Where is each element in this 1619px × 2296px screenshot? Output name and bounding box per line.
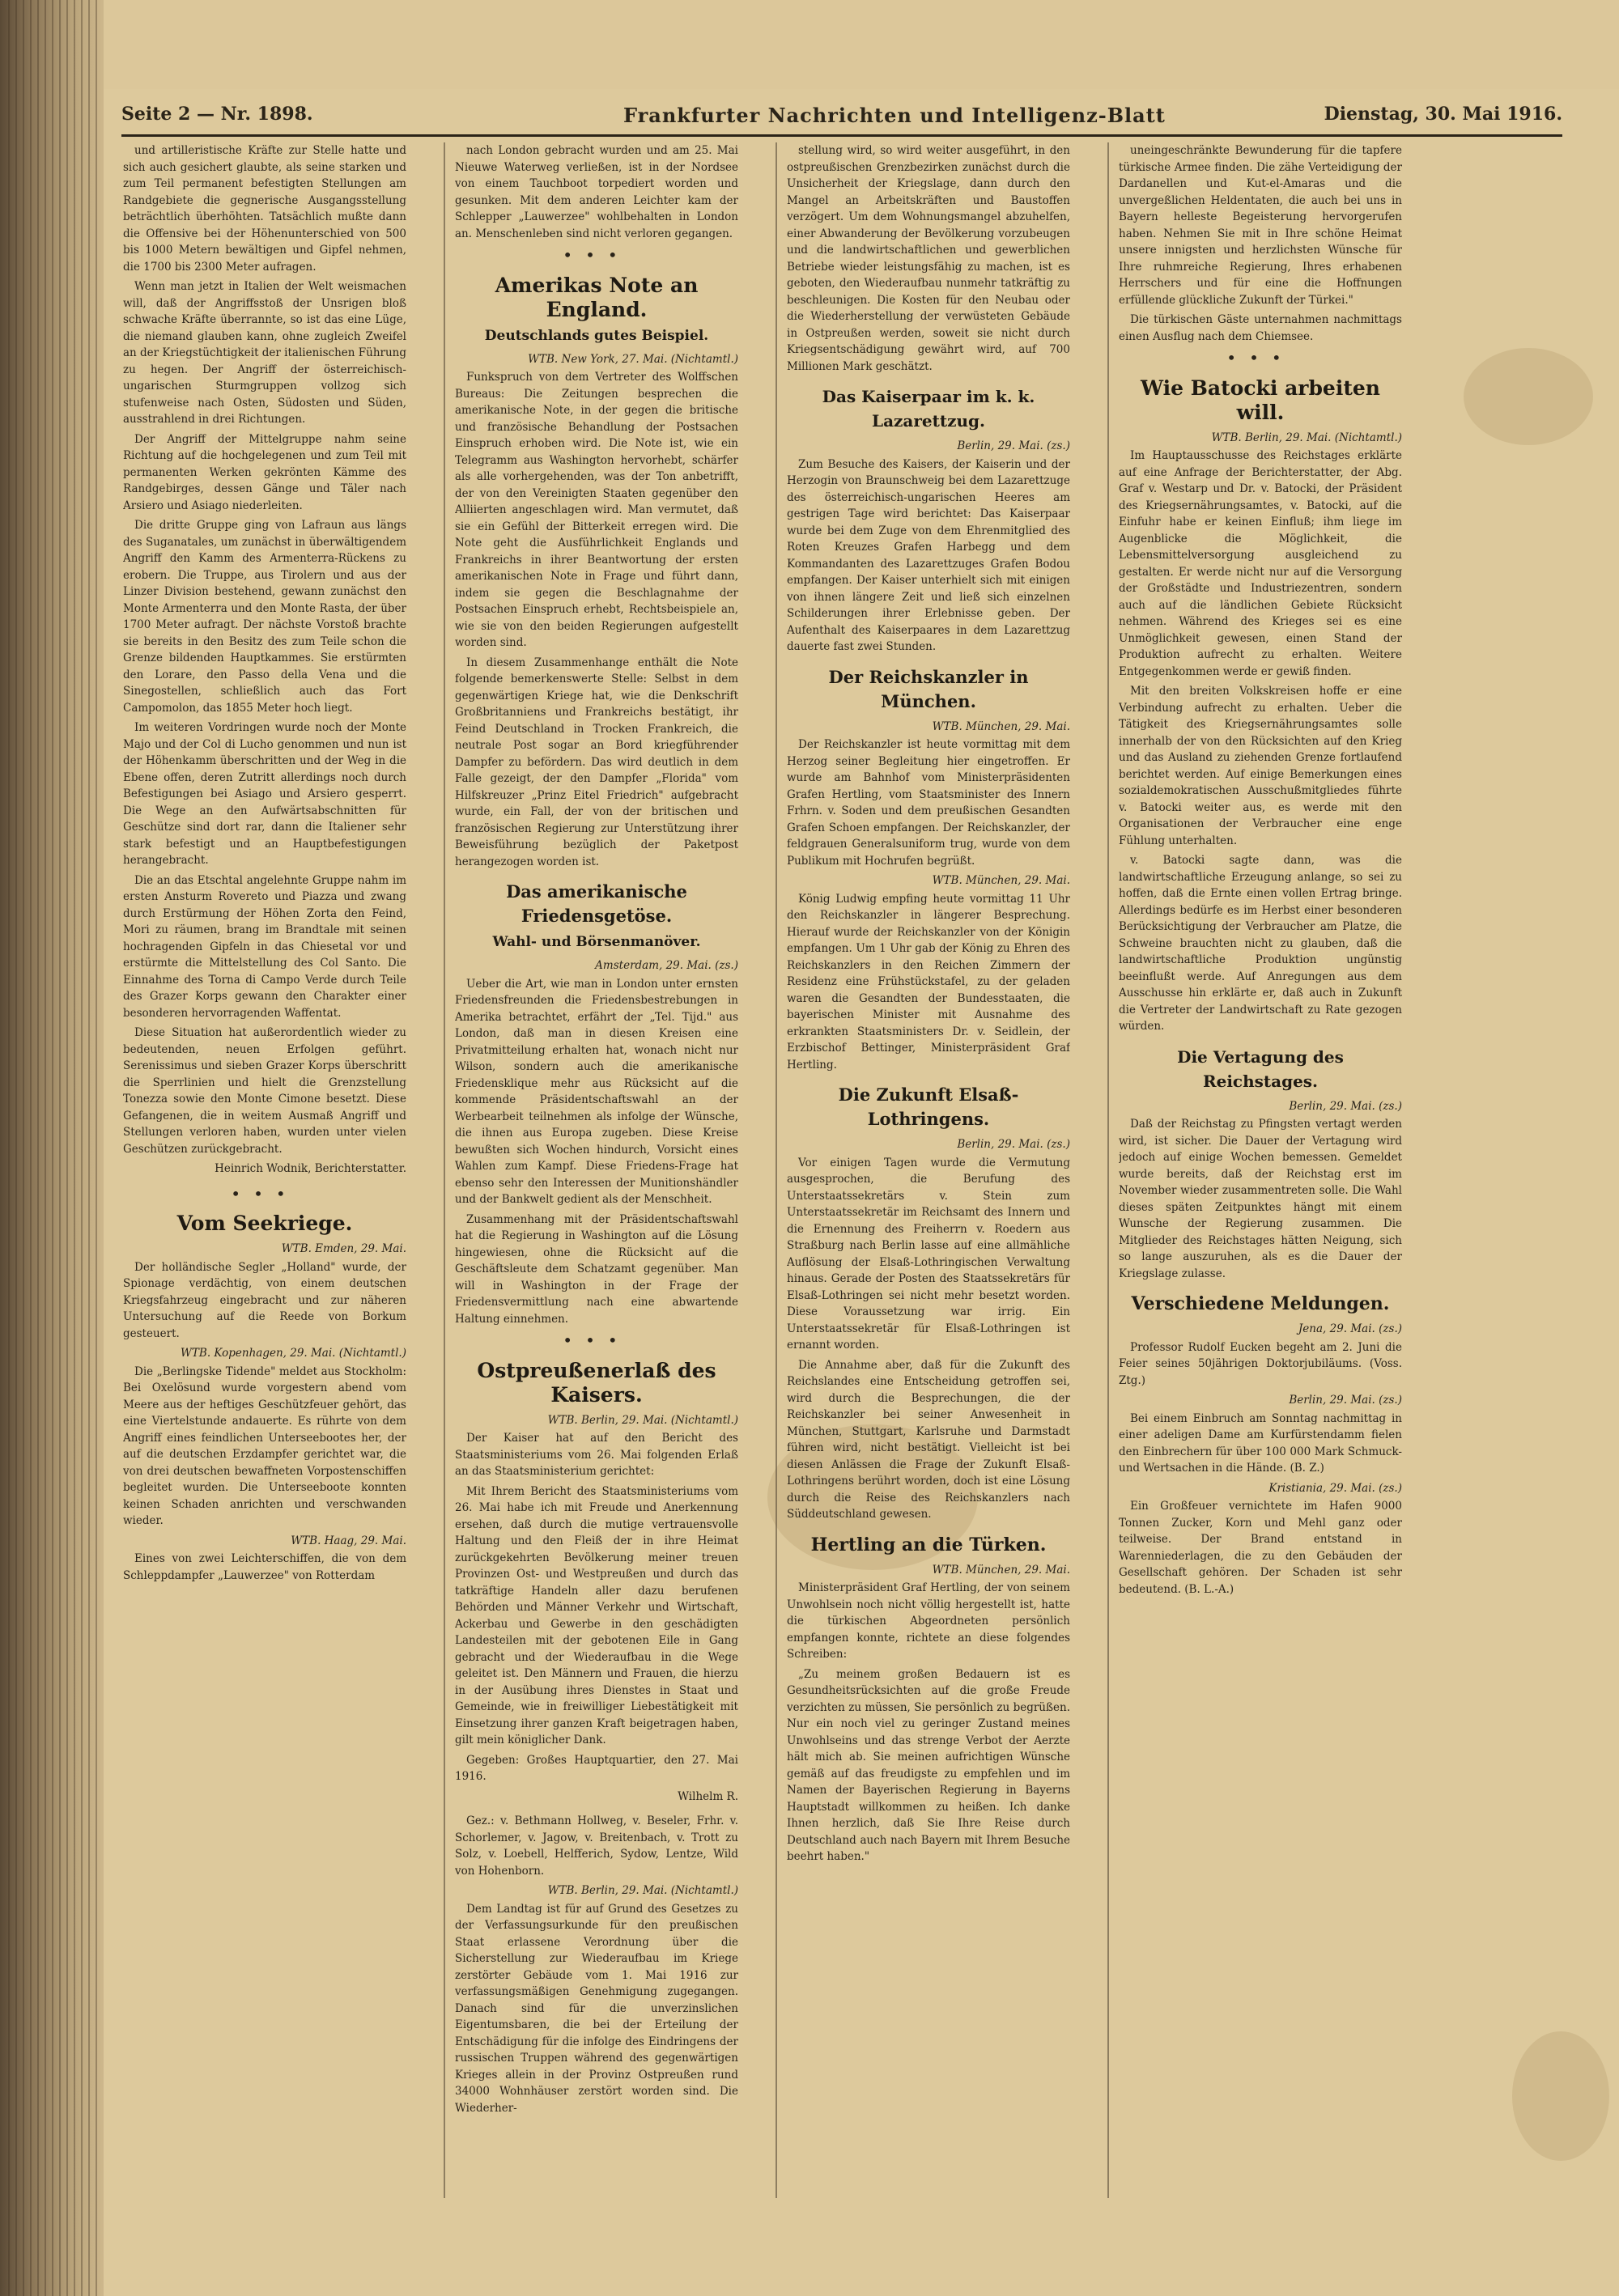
article-paragraph: Mit Ihrem Bericht des Staatsministeriums vom 26. Mai habe ich mit Freude und Anerkennung ersehen, daß durch die mutige vertrauensvolle Haltung und den Fleiß der in ihre Heimat zurückgekehrten Bevölkerung meiner treuen Provinzen Ost- und Westpreußen und durch das tatkräftige Handeln aller dazu berufenen Behörden und Männer Verkehr und Wirtschaft, Ackerbau und Gewerbe in den geschädigten Landesteilen mit der gebotenen Eile in Gang gebracht und der Wiederaufbau in die Wege geleitet ist. Den Männern und Frauen, die hierzu in der Ausübung ihres Dienstes in Staat und Gemeinde, wie in freiwilliger Liebestätigkeit mit Einsetzung ihrer ganzen Kraft beigetragen haben, gilt mein königlicher Dank. bbox=[455, 1484, 738, 1746]
dateline: Berlin, 29. Mai. (zs.) bbox=[957, 1138, 1070, 1151]
section-divider: ••• bbox=[1226, 348, 1294, 367]
signature: Wilhelm R. bbox=[678, 1789, 738, 1803]
dateline: WTB. Berlin, 29. Mai. (Nichtamtl.) bbox=[1211, 431, 1402, 444]
headline-seekriege: Vom Seekriege. bbox=[176, 1212, 353, 1235]
section-divider: ••• bbox=[563, 1330, 631, 1350]
article-paragraph: Wenn man jetzt in Italien der Welt weismachen will, daß der Angriffsstoß der Unsrigen bloß schwache Kräfte überrannte, so ist das eine Lüge, die niemand glauben kann, ohne zugleich Zweifel an der Kriegstüchtigkeit der italienischen Führung zu hegen. Der Angriff der österreichisch-ungarischen Sturmgruppen vollzog sich stufenweise nach Osten, Südosten und Süden, ausstrahlend in drei Richtungen. bbox=[123, 280, 406, 426]
page-header bbox=[121, 104, 1562, 133]
headline-reichskanzler: Der Reichskanzler in München. bbox=[828, 666, 1029, 711]
headline-hertling: Hertling an die Türken. bbox=[810, 1534, 1047, 1555]
dateline: WTB. Emden, 29. Mai. bbox=[281, 1242, 406, 1255]
headline-elsass-lothringen: Die Zukunft Elsaß-Lothringens. bbox=[838, 1084, 1019, 1129]
headline-ostpreussenerlass: Ostpreußenerlaß des Kaisers. bbox=[477, 1358, 716, 1407]
article-paragraph: Die an das Etschtal angelehnte Gruppe nahm im ersten Ansturm Rovereto und Piazza und zwang durch Erstürmung der Höhen Zorta den Feind, Mori zu räumen, brang im Brandtale mit seinen hochragenden Gipfeln in das Chiesetal vor und erstürmte die Mittelstellung des Col Santo. Die Einnahme des Torna di Campo Verde durch Teile des Grazer Korps gewann den Charakter einer besonderen hervorragenden Waffentat. bbox=[123, 873, 406, 1020]
article-paragraph: Professor Rudolf Eucken begeht am 2. Juni die Feier seines 50jährigen Doktorjubiläums. (Voss. Ztg.) bbox=[1119, 1340, 1402, 1387]
subheadline: Deutschlands gutes Beispiel. bbox=[484, 327, 709, 344]
article-paragraph: Ein Großfeuer vernichtete im Hafen 9000 Tonnen Zucker, Korn und Mehl ganz oder teilweise. Der Brand entstand in Warenniederlagen, die zu den Gebäuden der Gesellschaft gehören. Der Schaden ist sehr bedeutend. (B. L.-A.) bbox=[1119, 1500, 1402, 1596]
dateline: Amsterdam, 29. Mai. (zs.) bbox=[595, 959, 738, 972]
article-paragraph: Dem Landtag ist für auf Grund des Gesetzes zu der Verfassungsurkunde für den preußischen Staat erlassene Verordnung über die Sicherstellung zur Wiederaufbau im Kriege zerstörter Gebäude vom 1. Mai 1916 zur verfassungsmäßigen Genehmigung zugegangen. Danach sind für die unverzinslichen Eigentumsbaren, die bei der Erteilung der Entschädigung für die infolge des Eindringens der russischen Truppen während des gegenwärtigen Krieges allein in der Provinz Ostpreußen rund 34000 Wohnhäuser zerstört worden sind. Die Wiederher- bbox=[455, 1902, 738, 2115]
dateline: WTB. Kopenhagen, 29. Mai. (Nichtamtl.) bbox=[181, 1347, 406, 1360]
article-paragraph: Der Kaiser hat auf den Bericht des Staatsministeriums vom 26. Mai folgenden Erlaß an das Staatsministerium gerichtet: bbox=[455, 1432, 738, 1478]
article-paragraph: Die „Berlingske Tidende" meldet aus Stockholm: Bei Oxelösund wurde vorgestern abend vom Meere aus der heftiges Geschützfeuer gehört, das eine Viertelstunde andauerte. Es rührte von dem Angriff eines feindlichen Unterseebootes her, der auf die deutschen Erzdampfer gerichtet war, die von drei deutschen bewaffneten Vorpostenschiffen begleitet wurden. Die Unterseeboote konnten keinen Schaden anrichten und verschwanden wieder. bbox=[123, 1364, 406, 1527]
page-number: Seite 2 — Nr. 1898. bbox=[121, 104, 313, 125]
article-paragraph: Zusammenhang mit der Präsidentschaftswahl hat die Regierung in Washington auf die Lösung hingewiesen, ohne die Rücksicht auf die Geschäftsleute dem Schatzamt gegenüber. Man will in Washington in der Frage der Friedensvermittlung nach eine abwartende Haltung einnehmen. bbox=[455, 1212, 738, 1326]
dateline: WTB. New York, 27. Mai. (Nichtamtl.) bbox=[528, 352, 738, 366]
dateline: Berlin, 29. Mai. (zs.) bbox=[1289, 1394, 1402, 1407]
dateline: WTB. München, 29. Mai. bbox=[932, 1563, 1070, 1577]
column-rule bbox=[776, 142, 777, 2198]
dateline: WTB. München, 29. Mai. bbox=[932, 719, 1070, 733]
article-paragraph: stellung wird, so wird weiter ausgeführt, in den ostpreußischen Grenzbezirken zunächst durch die Unsicherheit der Kriegslage, dann durch den Mangel an Arbeitskräften und Baustoffen verzögert. Um dem Wohnungsmangel abzuhelfen, einer Abwanderung der Bevölkerung vorzubeugen und die landwirtschaftlichen und gewerblichen Betriebe wieder leistungsfähig zu machen, ist es geboten, den Wiederaufbau nunmehr tatkräftig zu beschleunigen. Die Kosten für den Neubau oder die Wiederherstellung der verwüsteten Gebäude in Ostpreußen werden, soweit sie nicht durch Kriegsentschädigung gewährt wird, auf 700 Millionen Mark geschätzt. bbox=[787, 144, 1070, 373]
article-paragraph: Eines von zwei Leichterschiffen, die von dem Schleppdampfer „Lauwerzee" von Rotterdam bbox=[123, 1552, 406, 1582]
article-paragraph: v. Batocki sagte dann, was die landwirtschaftliche Erzeugung anlange, so sei zu hoffen, daß die Ernte einen vollen Ertrag bringe. Allerdings bedürfe es im Herbst einer besonderen Berücksichtigung der Verbraucher am Platze, die Schweine brauchten nicht zu glauben, daß die landwirtschaftliche Produktion ungünstig beeinflußt werde. Auf Anregungen aus dem Ausschusse hin erklärte er, daß auch in Zukunft die Vertreter der Landwirtschaft zu Rate gezogen würden. bbox=[1119, 854, 1402, 1033]
article-paragraph: Mit den breiten Volkskreisen hoffe er eine Verbindung aufrecht zu erhalten. Ueber die Tätigkeit des Kriegsernährungsamtes solle innerhalb der von den Rücksichten auf den Krieg und das Ausland zu ziehenden Grenze fortlaufend berichtet werden. Auf einige Bemerkungen eines sozialdemokratischen Ausschußmitgliedes führte v. Batocki weiter aus, es werde mit den Organisationen der Verbraucher eine enge Fühlung unterhalten. bbox=[1119, 685, 1402, 847]
newspaper-title: Frankfurter Nachrichten und Intelligenz-Blatt bbox=[623, 104, 1166, 127]
article-paragraph: Die Annahme aber, daß für die Zukunft des Reichslandes eine Entscheidung getroffen sei, wird durch die Besprechungen, die der Reichskanzler bei seiner Anwesenheit in München, Stuttgart, Karlsruhe und Darmstadt führen wird, nicht bestätigt. Vielleicht ist bei diesen Anlässen die Frage der Zukunft Elsaß-Lothringens berührt worden, doch ist eine Lösung durch die Reise des Reichskanzlers nach Süddeutschland gewesen. bbox=[787, 1358, 1070, 1521]
article-paragraph: Im Hauptausschusse des Reichstages erklärte auf eine Anfrage der Berichterstatter, der Abg. Graf v. Westarp und Dr. v. Batocki, der Präsident des Kriegsernährungsamtes, v. Batocki, auf die Einfuhr habe er keinen Einfluß; ihm liege im Augenblicke die Möglichkeit, die Lebensmittelversorgung ausgleichend zu gestalten. Er werde nicht nur auf die Versorgung der Großstädte und Industriezentren, sondern auch auf die ländlichen Gebiete Rücksicht nehmen. Während des Krieges sei es eine Unmöglichkeit gewesen, einen Stand der Produktion aufrecht zu erhalten. Weitere Entgegenkommen werde er gewiß finden. bbox=[1119, 449, 1402, 678]
headline-meldungen: Verschiedene Meldungen. bbox=[1131, 1293, 1390, 1314]
dateline: Jena, 29. Mai. (zs.) bbox=[1298, 1322, 1402, 1335]
headline-friedensgetoese: Das amerikanische Friedensgetöse. bbox=[506, 881, 687, 926]
headline-kaiserpaar: Das Kaiserpaar im k. k. Lazarettzug. bbox=[822, 387, 1035, 431]
article-paragraph: Diese Situation hat außerordentlich wieder zu bedeutenden, neuen Erfolgen geführt. Serenissimus und sieben Grazer Korps überschritt die Sperrlinien und hielt die Grenzstellung Tonezza sowie den Monte Cimone besetzt. Diese Gefangenen, die in weitem Ausmaß Angriff und Stellungen verloren haben, wurden unter vielen Geschützen zurückgebracht. bbox=[123, 1026, 406, 1156]
article-paragraph: Daß der Reichstag zu Pfingsten vertagt werden wird, ist sicher. Die Dauer der Vertagung wird jedoch auf einige Wochen bemessen. Gemeldet wurde bereits, daß der Reichstag erst im November wieder zusammentreten solle. Die Wahl dieses späten Zeitpunktes hängt mit einem Wunsche der Regierung zusammen. Die Mitglieder des Reichstages hätten Neigung, sich so lange auszuruhen, als es die Dauer der Kriegslage zulasse. bbox=[1119, 1118, 1402, 1280]
dateline: Berlin, 29. Mai. (zs.) bbox=[1289, 1099, 1402, 1113]
column-1 bbox=[123, 142, 406, 2214]
dateline: Kristiania, 29. Mai. (zs.) bbox=[1268, 1481, 1402, 1495]
issue-date: Dienstag, 30. Mai 1916. bbox=[1324, 104, 1562, 125]
article-paragraph: Die dritte Gruppe ging von Lafraun aus längs des Suganatales, um zunächst in überwältigendem Angriff den Kamm des Armenterra-Rückens zu erobern. Die Truppe, aus Tirolern und aus der Linzer Division bestehend, gewann zunächst den Monte Armenterra und den Monte Rasta, der über 1700 Meter aufragt. Der nächste Vorstoß brachte sie bereits in den Besitz des zum Teile schon die Grenze bildenden Hauptkammes. Sie erstürmten den Lorare, den Passo della Vena und die Sinegostellen, schließlich auch das Fort Campomolon, das 1855 Meter hoch liegt. bbox=[123, 519, 406, 715]
article-paragraph: Gez.: v. Bethmann Hollweg, v. Beseler, Frhr. v. Schorlemer, v. Jagow, v. Breitenbach, v. Trott zu Solz, v. Loebell, Helfferich, Sydow, Lentze, Wild von Hohenborn. bbox=[455, 1814, 738, 1878]
book-binding bbox=[0, 0, 104, 2296]
article-paragraph: Der Angriff der Mittelgruppe nahm seine Richtung auf die hochgelegenen und zum Teil mit permanenten Werken gekrönten Kämme des Randgebirges, dessen Gänge und Täler nach Arsiero und Asiago niederleiten. bbox=[123, 432, 406, 512]
dateline: WTB. Haag, 29. Mai. bbox=[291, 1534, 406, 1547]
article-paragraph: Der Reichskanzler ist heute vormittag mit dem Herzog seiner Begleitung hier eingetroffen. Er wurde am Bahnhof vom Ministerpräsidenten Grafen Hertling, vom Staatsminister des Innern Frhrn. v. Soden und dem preußischen Gesandten Grafen Schoen empfangen. Der Reichskanzler, der feldgrauen Generalsuniform trug, wurde von dem Publikum mit Hochrufen begrüßt. bbox=[787, 738, 1070, 868]
column-2 bbox=[455, 142, 738, 2214]
article-paragraph: uneingeschränkte Bewunderung für die tapfere türkische Armee finden. Die zähe Verteidigung der Dardanellen und Kut-el-Amaras und die unvergeßlichen Heldentaten, die auch bei uns in Bayern helleste Begeisterung hervorgerufen haben. Nehmen Sie mit in Ihre schöne Heimat unsere innigsten und herzlichsten Wünsche für Ihre ruhmreiche Regierung, Ihres erhabenen Herrschers und für eine die Hoffnungen erfüllende glückliche Zukunft der Türkei." bbox=[1119, 144, 1402, 307]
dateline: Berlin, 29. Mai. (zs.) bbox=[957, 439, 1070, 452]
dateline: WTB. München, 29. Mai. bbox=[932, 874, 1070, 887]
headline-vertagung: Die Vertagung des Reichstages. bbox=[1177, 1046, 1344, 1091]
column-rule bbox=[1107, 142, 1109, 2198]
section-divider: ••• bbox=[231, 1183, 299, 1203]
dateline: WTB. Berlin, 29. Mai. (Nichtamtl.) bbox=[547, 1413, 738, 1427]
article-paragraph: und artilleristische Kräfte zur Stelle hatte und sich auch gesichert glaubte, als seine starken und zum Teil permanent befestigten Stellungen am Randgebiete die gegnerische Ausgangsstellung beträchtlich überhöhten. Tatsächlich mußte dann die Offensive bei der Höhenunterschied von 500 bis 1000 Metern bewältigen und Gipfel nehmen, die 1700 bis 2300 Meter aufragen. bbox=[123, 144, 406, 274]
article-paragraph: König Ludwig empfing heute vormittag 11 Uhr den Reichskanzler in längerer Besprechung. Hierauf wurde der Reichskanzler von der Königin empfangen. Um 1 Uhr gab der König zu Ehren des Reichskanzlers in den Reichen Zimmern der Residenz eine Frühstückstafel, zu der geladen waren die Gesandten der Bundesstaaten, die bayerischen Minister mit Ausnahme des erkrankten Staatsministers Dr. v. Seidlein, der Erzbischof Bettinger, Ministerpräsident Graf Hertling. bbox=[787, 892, 1070, 1072]
article-paragraph: Bei einem Einbruch am Sonntag nachmittag in einer adeligen Dame am Kurfürstendamm fielen den Einbrechern für über 100 000 Mark Schmuck- und Wertsachen in die Hände. (B. Z.) bbox=[1119, 1411, 1402, 1475]
column-rule bbox=[444, 142, 445, 2198]
subheadline: Wahl- und Börsenmanöver. bbox=[492, 934, 701, 950]
article-paragraph: In diesem Zusammenhange enthält die Note folgende bemerkenswerte Stelle: Selbst in dem gegenwärtigen Kriege hat, wie die Denkschrift Großbritanniens und Frankreichs bestätigt, ihr Feind Deutschland in Trocken Frankreich, die neutrale Post sogar an Bord kriegführender Dampfer zu befördern. Das wird deutlich in dem Falle gezeigt, der den Dampfer „Florida" vom Hilfskreuzer „Prinz Eitel Friedrich" aufgebracht wurde, ein Fall, der von der britischen und französischen Regierung zur Unterstützung ihrer Beweisführung bezüglich der Paketpost herangezogen worden ist. bbox=[455, 656, 738, 868]
headline-batocki: Wie Batocki arbeiten will. bbox=[1141, 376, 1380, 424]
section-divider: ••• bbox=[563, 245, 631, 265]
column-4 bbox=[1119, 142, 1402, 2214]
header-rule bbox=[121, 134, 1562, 137]
article-paragraph: Funkspruch von dem Vertreter des Wolffschen Bureaus: Die Zeitungen besprechen die amerikanische Note, in der gegen die britische und französische Behandlung der Postsachen Einspruch erhoben wird. Die Note ist, wie ein Telegramm aus Washington hervorhebt, schärfer als alle vorhergehenden, was der Ton anbetrifft, der von den Vereinigten Staaten gegenüber den Alliierten angeschlagen wird. Man vermutet, daß sie ein Gefühl der Bitterkeit erregen wird. Die Note geht die Ausführlichkeit Englands und Frankreichs in ihrer Beantwortung der ersten amerikanischen Note in Frage und führt dann, indem sie gegen die Beschlagnahme der Postsachen Einspruch erhebt, Rechtsbeispiele an, wie sie von den beiden Regierungen aufgestellt worden sind. bbox=[455, 371, 738, 649]
article-paragraph: nach London gebracht wurden und am 25. Mai Nieuwe Waterweg verließen, ist in der Nordsee von einem Tauchboot torpediert worden und gesunken. Mit dem anderen Leichter kam der Schlepper „Lauwerzee" wohlbehalten in London an. Menschenleben sind nicht verloren gegangen. bbox=[455, 144, 738, 240]
article-paragraph: Der holländische Segler „Holland" wurde, der Spionage verdächtig, von einem deutschen Kriegsfahrzeug eingebracht und zur näheren Untersuchung auf die Reede von Borkum gesteuert. bbox=[123, 1260, 406, 1340]
dateline: WTB. Berlin, 29. Mai. (Nichtamtl.) bbox=[547, 1884, 738, 1897]
binding-edges bbox=[8, 0, 97, 2296]
article-paragraph: Vor einigen Tagen wurde die Vermutung ausgesprochen, die Berufung des Unterstaatssekretärs v. Stein zum Unterstaatssekretär im Reichsamt des Innern und die Ernennung des Freiherrn v. Roedern aus Straßburg nach Berlin lasse auf eine allmähliche Auflösung der Elsaß-Lothringischen Verwaltung hinaus. Gerade der Posten des Staatssekretärs für Elsaß-Lothringen sei nicht mehr besetzt worden. Diese Voraussetzung war irrig. Ein Unterstaatssekretär für Elsaß-Lothringen ist ernannt worden. bbox=[787, 1156, 1070, 1352]
article-paragraph: „Zu meinem großen Bedauern ist es Gesundheitsrücksichten auf die große Freude verzichten zu müssen, Sie persönlich zu begrüßen. Nur ein noch viel zu geringer Zustand meines Unwohlseins und das strenge Verbot der Aerzte hält mich ab. Sie meinen aufrichtigen Wünsche gemäß auf das freudigste zu empfehlen und im Namen der Bayerischen Regierung in Bayerns Hauptstadt willkommen zu heißen. Ich danke Ihnen herzlich, daß Sie Ihre Reise durch Deutschland auch nach Bayern mit Ihrem Besuche beehrt haben." bbox=[787, 1667, 1070, 1863]
article-paragraph: Gegeben: Großes Hauptquartier, den 27. Mai 1916. bbox=[455, 1753, 738, 1783]
column-3 bbox=[787, 142, 1070, 2214]
headline-note-england: Amerikas Note an England. bbox=[495, 273, 699, 321]
article-paragraph: Im weiteren Vordringen wurde noch der Monte Majo und der Col di Lucho genommen und nun ist der Höhenkamm überschritten und der Weg in die Ebene offen, deren Zutritt allerdings noch durch Befestigungen bei Asiago und Arsiero gesperrt. Die Wege an den Aufwärtsabschnitten für Geschütze sind dort rar, dann die Italiener sehr stark befestigt und an Hauptbefestigungen herangebracht. bbox=[123, 721, 406, 867]
article-paragraph: Zum Besuche des Kaisers, der Kaiserin und der Herzogin von Braunschweig bei dem Lazarettzuge des österreichisch-ungarischen Heeres am gestrigen Tage wird berichtet: Das Kaiserpaar wurde bei dem Zuge von dem Ehrenmitglied des Roten Kreuzes Grafen Harbegg und dem Kommandanten des Lazarettzuges Grafen Bodou empfangen. Der Kaiser unterhielt sich mit einigen von ihnen längere Zeit und ließ sich einzelnen Schilderungen ihrer Erlebnisse geben. Der Aufenthalt des Kaiserpaares in dem Lazarettzug dauerte fast zwei Stunden. bbox=[787, 457, 1070, 653]
author-signature: Heinrich Wodnik, Berichterstatter. bbox=[215, 1162, 406, 1175]
article-paragraph: Ueber die Art, wie man in London unter ernsten Friedensfreunden die Friedensbestrebungen in Amerika betrachtet, erfährt der „Tel. Tijd." aus London, daß man in diesen Kreisen eine Privatmitteilung erhalten hat, wonach nicht nur Wilson, sondern auch die amerikanische Friedensklique mehr aus Rücksicht auf die kommende Präsidentschaftswahl an der Werbearbeit teilnehmen als infolge der Wünsche, die ihnen aus Europa zugeben. Diese Kreise bewußten sich Wochen hindurch, Vorsicht eines Wahlen zum Kampf. Diese Friedens-Frage hat ebenso sehr den Interessen der Munitionshändler und der Bankwelt gedient als der Menschheit. bbox=[455, 977, 738, 1206]
article-paragraph: Ministerpräsident Graf Hertling, der von seinem Unwohlsein noch nicht völlig hergestellt ist, hatte die türkischen Abgeordneten persönlich empfangen konnte, richtete an diese folgendes Schreiben: bbox=[787, 1581, 1070, 1661]
article-paragraph: Die türkischen Gäste unternahmen nachmittags einen Ausflug nach dem Chiemsee. bbox=[1119, 313, 1402, 343]
